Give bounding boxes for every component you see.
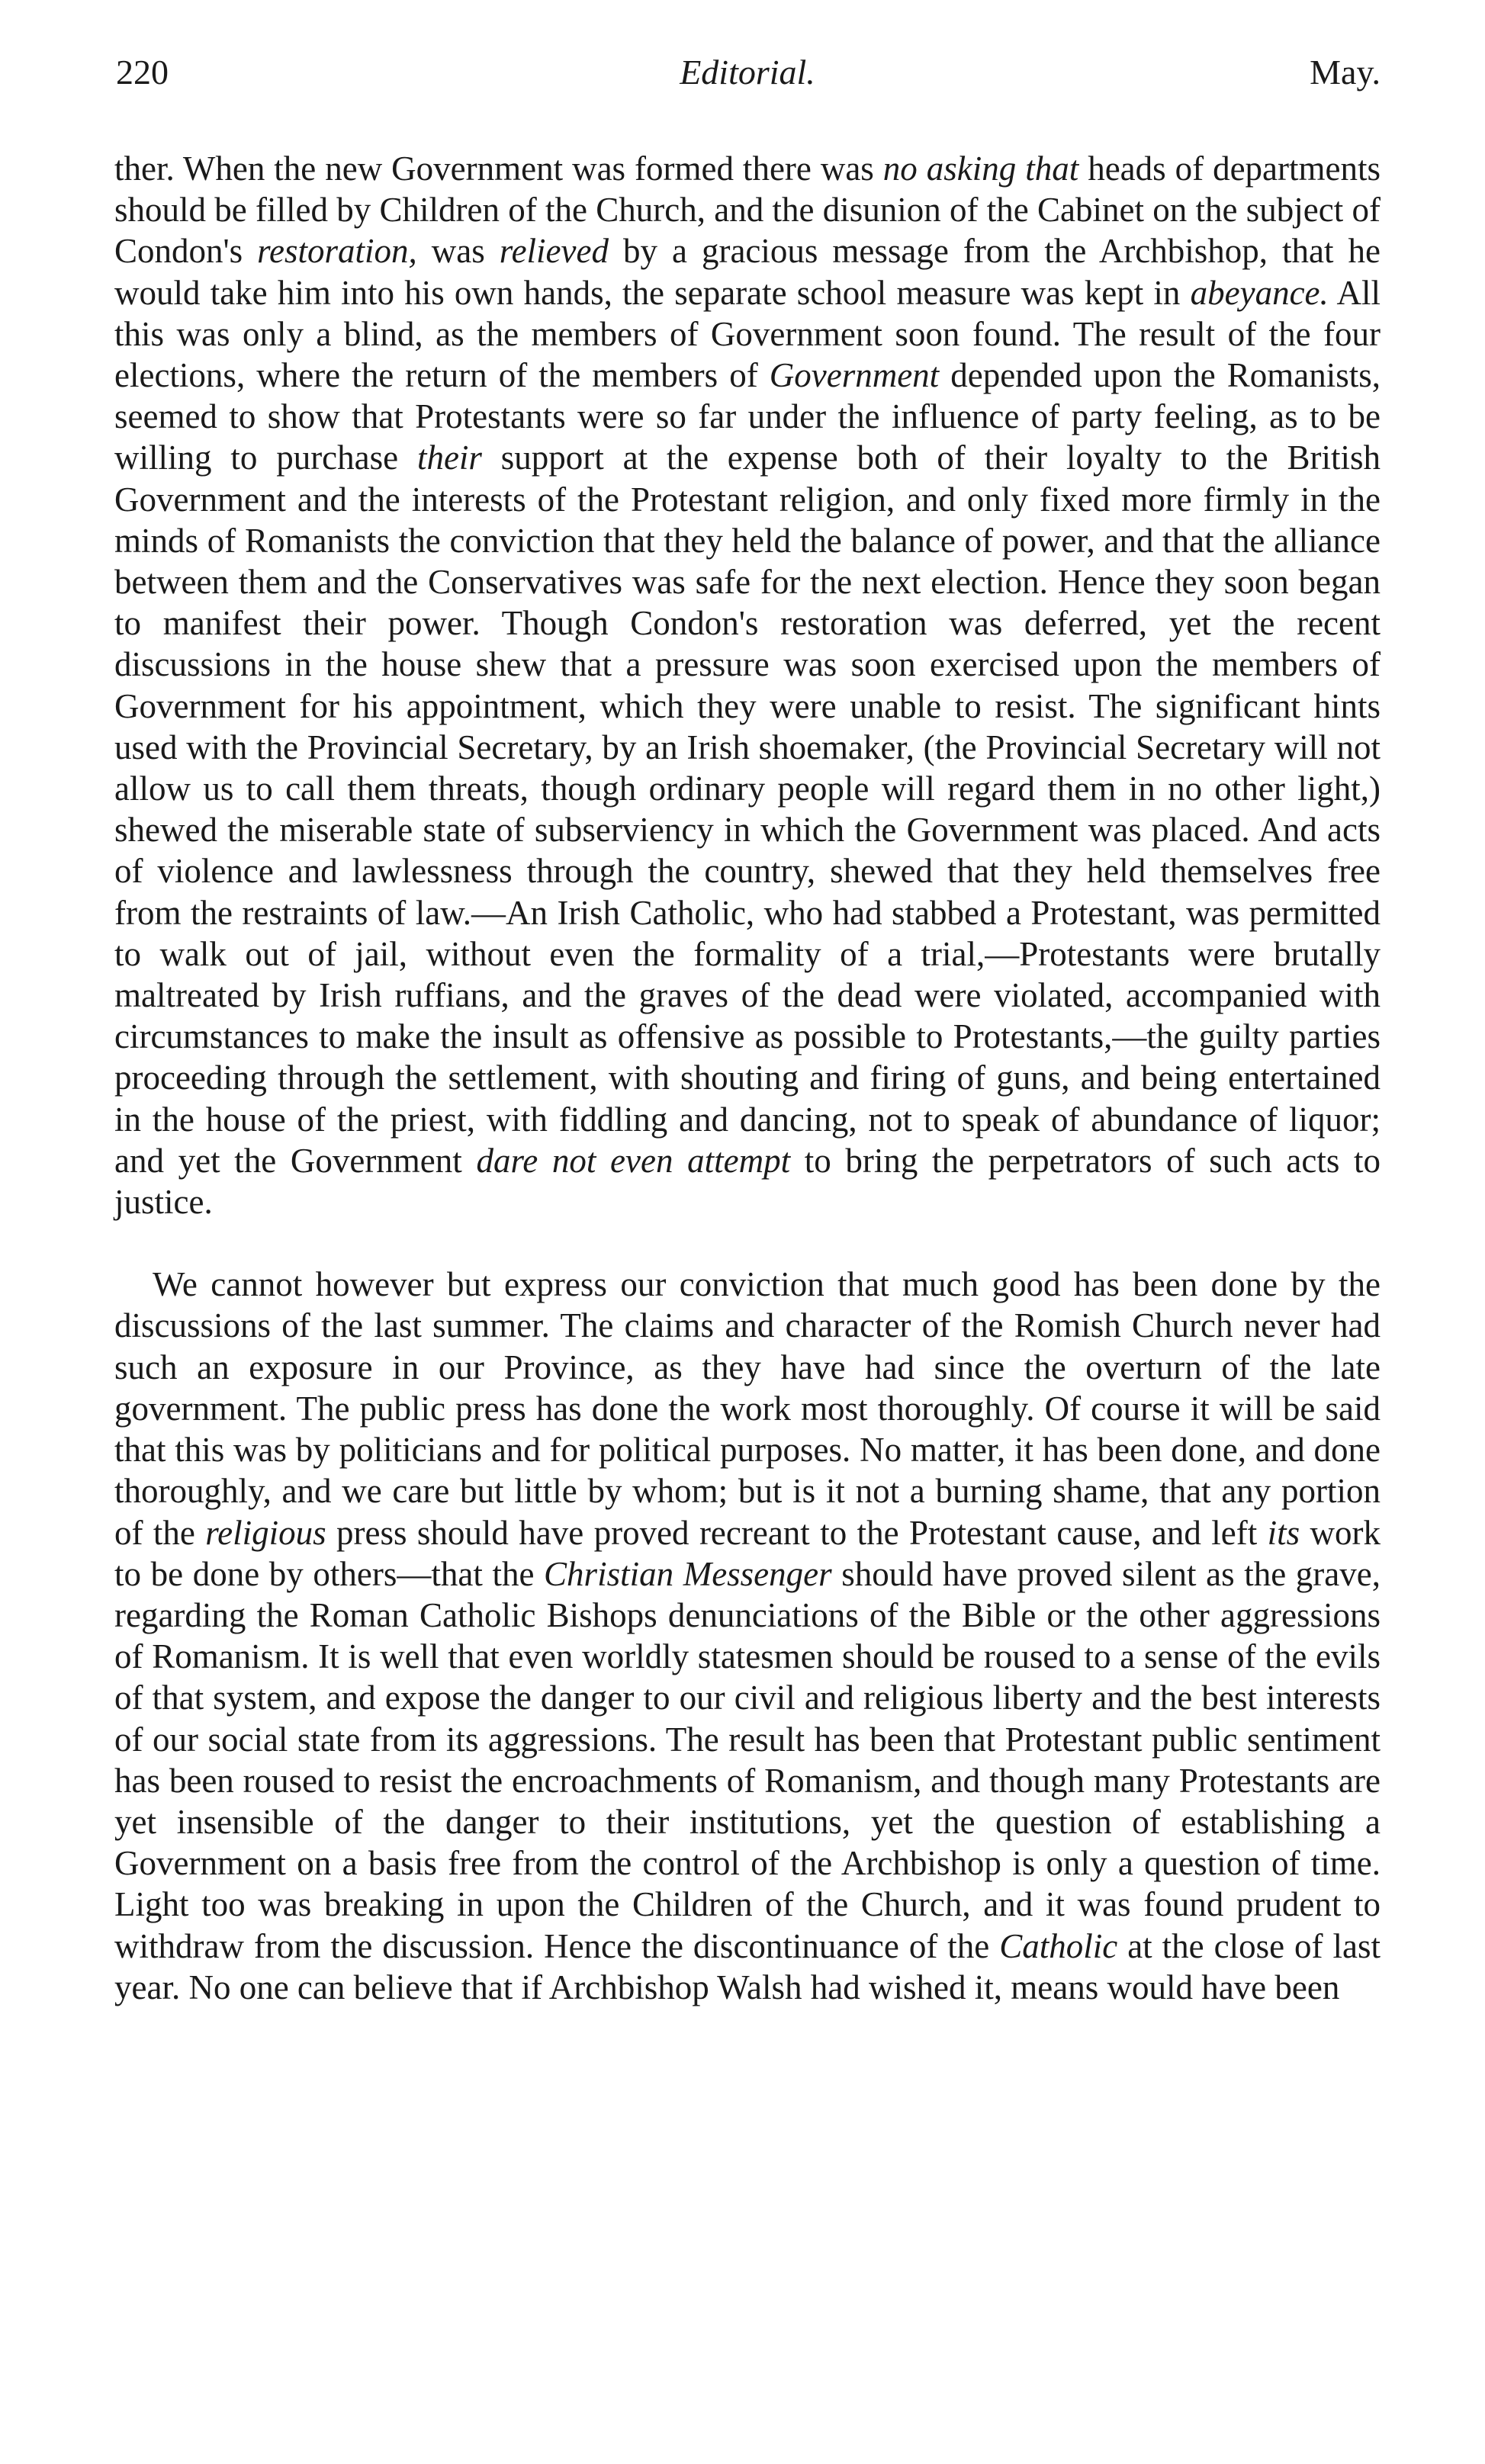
italic-text-run: their <box>416 439 482 477</box>
text-run: heads of departments should be filled by Children of the Church, and the disunion of the Cabinet on the subject of Condon's <box>114 149 1381 271</box>
text-run: All this was only a blind, as the members of Government soon found. The result of the four elections, where the return of the members of <box>114 273 1381 395</box>
text-run: We cannot however but express our conviction that much good has been done by the discussions of the last summer. The claims and character of the Romish Church never had such an exposure in our Province, as they have had since the overturn of the late government. The public press has done the work most thoroughly. Of course it will be said that this was by politicians and for political purposes. No matter, it has been done, and done thoroughly, and we care but little by whom; but is it not a burning shame, that any portion of the <box>114 1265 1381 1552</box>
italic-text-run: its <box>1267 1513 1300 1552</box>
running-title: Editorial. <box>680 53 815 92</box>
running-header <box>114 46 1381 99</box>
italic-text-run: Christian Messenger <box>544 1554 832 1593</box>
page-number: 220 <box>116 53 169 92</box>
text-run: at the close of last year. No one can believe that if Archbishop Walsh had wished it, means would have been <box>114 1926 1381 2006</box>
paragraph-1 <box>114 148 1381 1222</box>
header-month: May. <box>1310 53 1381 92</box>
text-run: to bring the perpetrators of such acts to justice. <box>114 1141 1381 1222</box>
italic-text-run: restoration, <box>257 232 417 271</box>
text-run: depended upon the Romanists, seemed to show that Protestants were so far under the influence of party feeling, as to be willing to purchase <box>114 356 1381 477</box>
italic-text-run: Government <box>769 356 940 395</box>
text-run: by a gracious message from the Archbishop, that he would take him into his own hands, the separate school measure was kept in <box>114 232 1381 312</box>
text-run: support at the expense both of their loyalty to the British Government and the interests of the Protestant religion, and only fixed more firmly in the minds of Romanists the conviction that they held the balance of power, and that the alliance between them and the Conservatives was safe for the next election. Hence they soon began to manifest their power. Though Condon's restoration was deferred, yet the recent discussions in the house shew that a pressure was soon exercised upon the members of Government for his appointment, which they were unable to resist. The significant hints used with the Provincial Secretary, by an Irish shoemaker, (the Provincial Secretary will not allow us to call them threats, though ordinary people will regard them in no other light,) shewed the miserable state of subserviency in which the Government was placed. And acts of violence and lawlessness through the country, shewed that they held themselves free from the restraints of law.—An Irish Catholic, who had stabbed a Protestant, was permitted to walk out of jail, without even the formality of a trial,—Protestants were brutally maltreated by Irish ruffians, and the graves of the dead were violated, accompanied with circumstances to make the insult as offensive as possible to Protestants,—the guilty parties proceeding through the settlement, with shouting and firing of guns, and being entertained in the house of the priest, with fiddling and dancing, not to speak of abundance of liquor; and yet the Government <box>114 439 1381 1180</box>
text-run: was <box>416 232 500 271</box>
article-body <box>114 148 1381 2008</box>
text-run: ther. When the new Government was formed there was <box>114 149 883 188</box>
italic-text-run: no asking that <box>882 149 1079 188</box>
italic-text-run: relieved <box>499 232 609 271</box>
italic-text-run: dare not even attempt <box>476 1141 791 1180</box>
paragraph-2 <box>114 1264 1381 2008</box>
italic-text-run: Catholic <box>999 1926 1118 1965</box>
text-run: work to be done by others—that the <box>114 1513 1381 1593</box>
italic-text-run: religious <box>205 1513 326 1552</box>
italic-text-run: abeyance. <box>1190 273 1329 312</box>
document-page <box>114 46 1381 2008</box>
text-run: press should have proved recreant to the Protestant cause, and left <box>326 1513 1268 1552</box>
text-run: should have proved silent as the grave, regarding the Roman Catholic Bishops denunciations of the Bible or the other aggressions of Romanism. It is well that even worldly statesmen should be roused to a sense of the evils of that system, and expose the danger to our civil and religious liberty and the best interests of our social state from its aggressions. The result has been that Protestant public sentiment has been roused to resist the encroachments of Romanism, and though many Protestants are yet insensible of the danger to their institutions, yet the question of establishing a Government on a basis free from the control of the Archbishop is only a question of time. Light too was breaking in upon the Children of the Church, and it was found prudent to withdraw from the discussion. Hence the discontinuance of the <box>114 1554 1381 1965</box>
